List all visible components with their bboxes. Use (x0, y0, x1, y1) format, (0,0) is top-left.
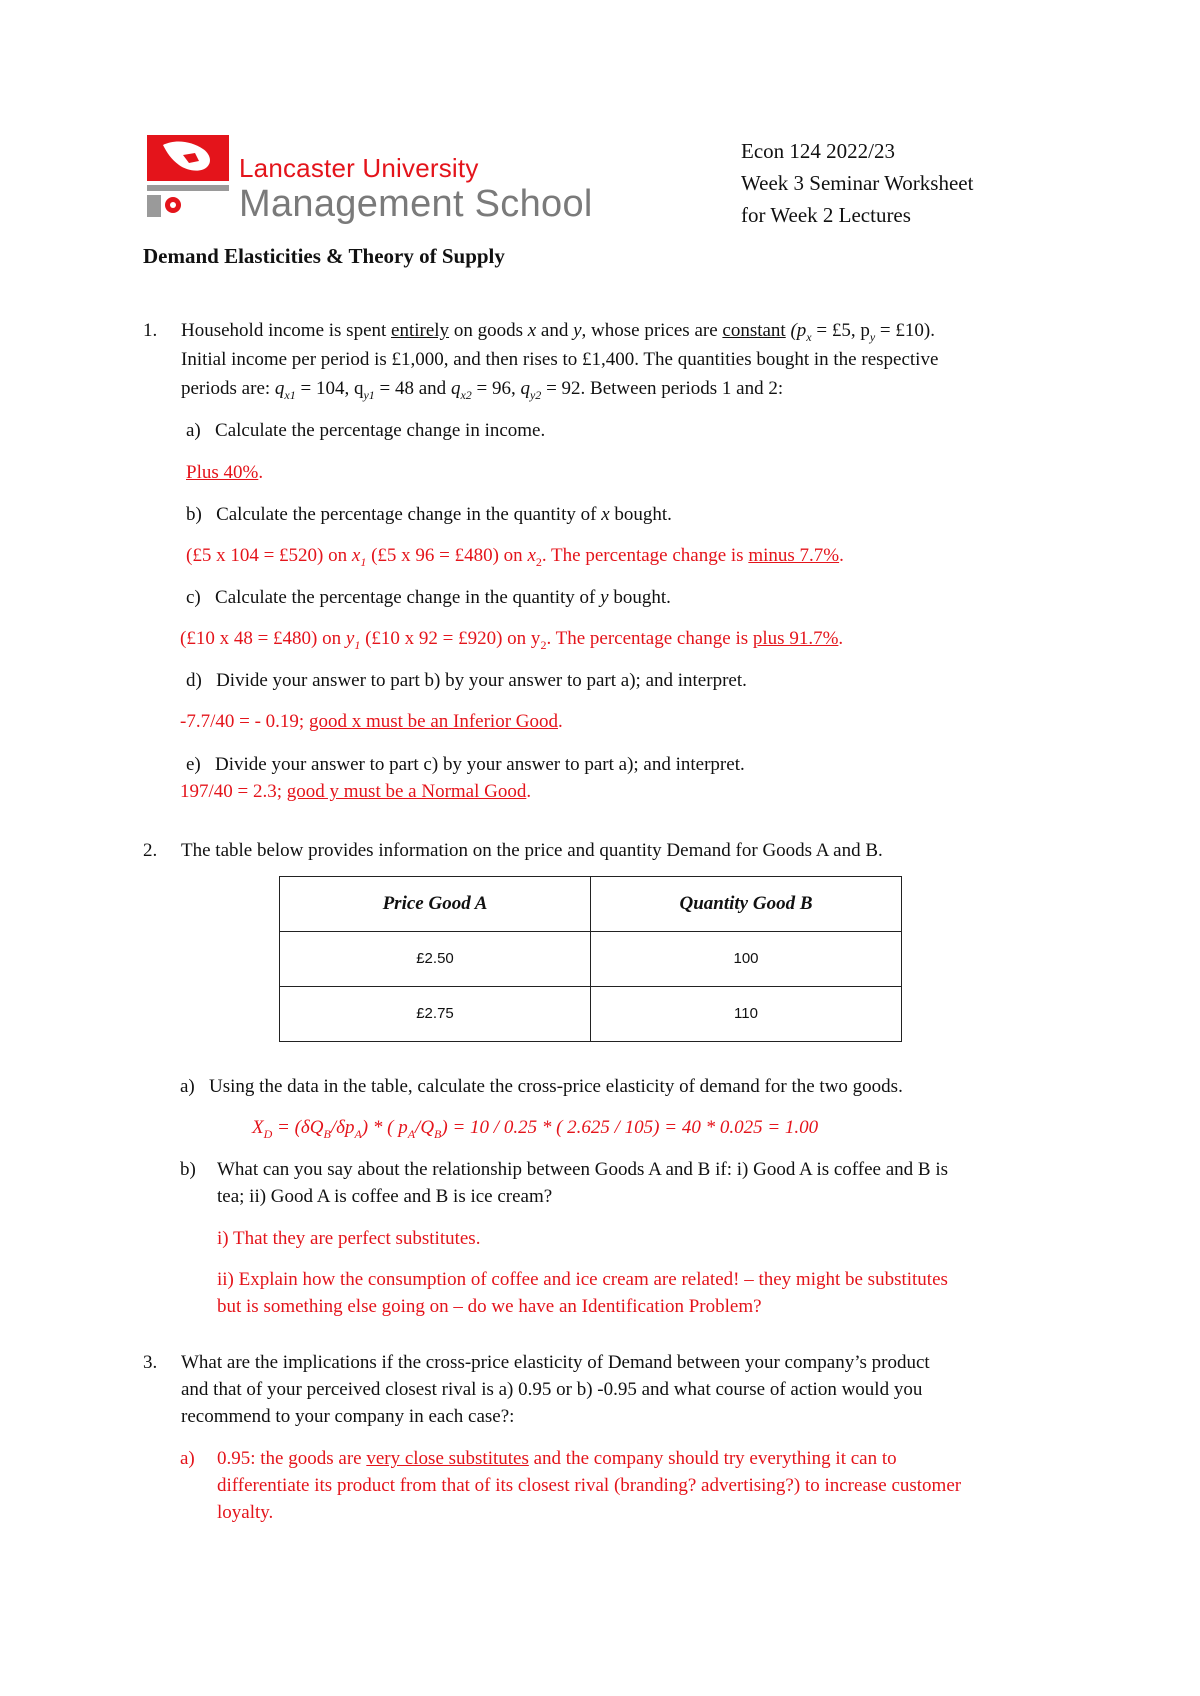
question-2-number: 2. (143, 840, 158, 861)
question-1-line-2: Initial income per period is £1,000, and then rises to £1,400. The quantities bought in the respective (181, 349, 939, 370)
table-header-quantity: Quantity Good B (591, 877, 902, 932)
university-name: Lancaster University (239, 153, 479, 183)
q3a-answer-line-2: differentiate its product from that of its closest rival (branding? advertising?) to increase customer (217, 1475, 962, 1496)
q3a-answer-line-1: 0.95: the goods are very close substitutes and the company should try everything it can to (217, 1448, 897, 1469)
lancaster-logo (143, 131, 623, 231)
question-1-number: 1. (143, 320, 158, 341)
q2b-answer-ii-line-1: ii) Explain how the consumption of coffee and ice cream are related! – they might be substitutes (217, 1269, 948, 1290)
table-header-price: Price Good A (280, 877, 591, 932)
q1a-prompt: a) Calculate the percentage change in income. (186, 420, 546, 441)
question-2-text: The table below provides information on the price and quantity Demand for Goods A and B. (181, 840, 883, 861)
q2b-label: b) (180, 1159, 196, 1180)
question-3-line-2: and that of your perceived closest rival is a) 0.95 or b) -0.95 and what course of action would you (181, 1379, 923, 1400)
q1a-answer: Plus 40%. (186, 462, 264, 483)
question-3-line-1: What are the implications if the cross-price elasticity of Demand between your company’s product (181, 1352, 930, 1373)
q1d-prompt: d) Divide your answer to part b) by your answer to part a); and interpret. (186, 670, 747, 691)
price-quantity-table (279, 876, 902, 1042)
q1e-answer: 197/40 = 2.3; good y must be a Normal Good. (180, 781, 532, 802)
table-cell: 110 (591, 987, 902, 1042)
question-1-line-3: periods are: $q_{x1} = 104$, $q_{y1} = 48$ and $q_{x2} = 96$, $q_{y2} = 92$. Between periods 1 and 2: (181, 378, 784, 402)
q2b-answer-i: i) That they are perfect substitutes. (217, 1228, 481, 1249)
question-3-number: 3. (143, 1352, 158, 1373)
question-3-line-3: recommend to your company in each case?: (181, 1406, 515, 1427)
worksheet-title: Week 3 Seminar Worksheet (741, 171, 974, 195)
question-1-line-1: Household income is spent entirely on goods x and y, whose prices are constant ($p_x$ = £5, $p_y$ = £10). (181, 320, 935, 344)
q2a-prompt: a) Using the data in the table, calculate the cross-price elasticity of demand for the two goods. (180, 1076, 903, 1097)
table-cell: £2.75 (280, 987, 591, 1042)
table-row (280, 932, 902, 987)
q1c-answer: (£10 x 48 = £480) on $y_1$ (£10 x 92 = £920) on $y_2$. The percentage change is plus 91.7%. (180, 628, 844, 652)
document-title: Demand Elasticities & Theory of Supply (143, 244, 505, 268)
q1e-prompt: e) Divide your answer to part c) by your answer to part a); and interpret. (186, 754, 745, 775)
table-header-row (280, 877, 902, 932)
header-info (741, 135, 973, 231)
school-name: Management School (239, 183, 593, 225)
q1c-prompt: c) Calculate the percentage change in the quantity of y bought. (186, 587, 671, 608)
q3a-label: a) (180, 1448, 195, 1469)
q2b-answer-ii-line-2: but is something else going on – do we have an Identification Problem? (217, 1296, 762, 1317)
course-code: Econ 124 2022/23 (741, 139, 895, 163)
q2b-prompt-line-2: tea; ii) Good A is coffee and B is ice cream? (217, 1186, 553, 1207)
table-row (280, 987, 902, 1042)
q1d-answer: -7.7/40 = - 0.19; good x must be an Inferior Good. (180, 711, 563, 732)
lectures-note: for Week 2 Lectures (741, 203, 911, 227)
q3a-answer-line-3: loyalty. (217, 1502, 274, 1523)
q2a-formula: $X_D = (\delta Q_B/\delta p_A)$ * ( $p_A/Q_B) = 10 / 0.25$ * ( 2.625 / 105) = 40 * 0.025 = 1.00 (252, 1117, 819, 1141)
university-crest-icon (143, 131, 233, 221)
q1b-prompt: b) Calculate the percentage change in the quantity of x bought. (186, 504, 672, 525)
table-cell: £2.50 (280, 932, 591, 987)
table-cell: 100 (591, 932, 902, 987)
q2b-prompt-line-1: What can you say about the relationship between Goods A and B if: i) Good A is coffee and B is (217, 1159, 949, 1180)
q1b-answer: (£5 x 104 = £520) on $x_1$ (£5 x 96 = £480) on $x_2$. The percentage change is minus 7.7%. (186, 545, 844, 569)
